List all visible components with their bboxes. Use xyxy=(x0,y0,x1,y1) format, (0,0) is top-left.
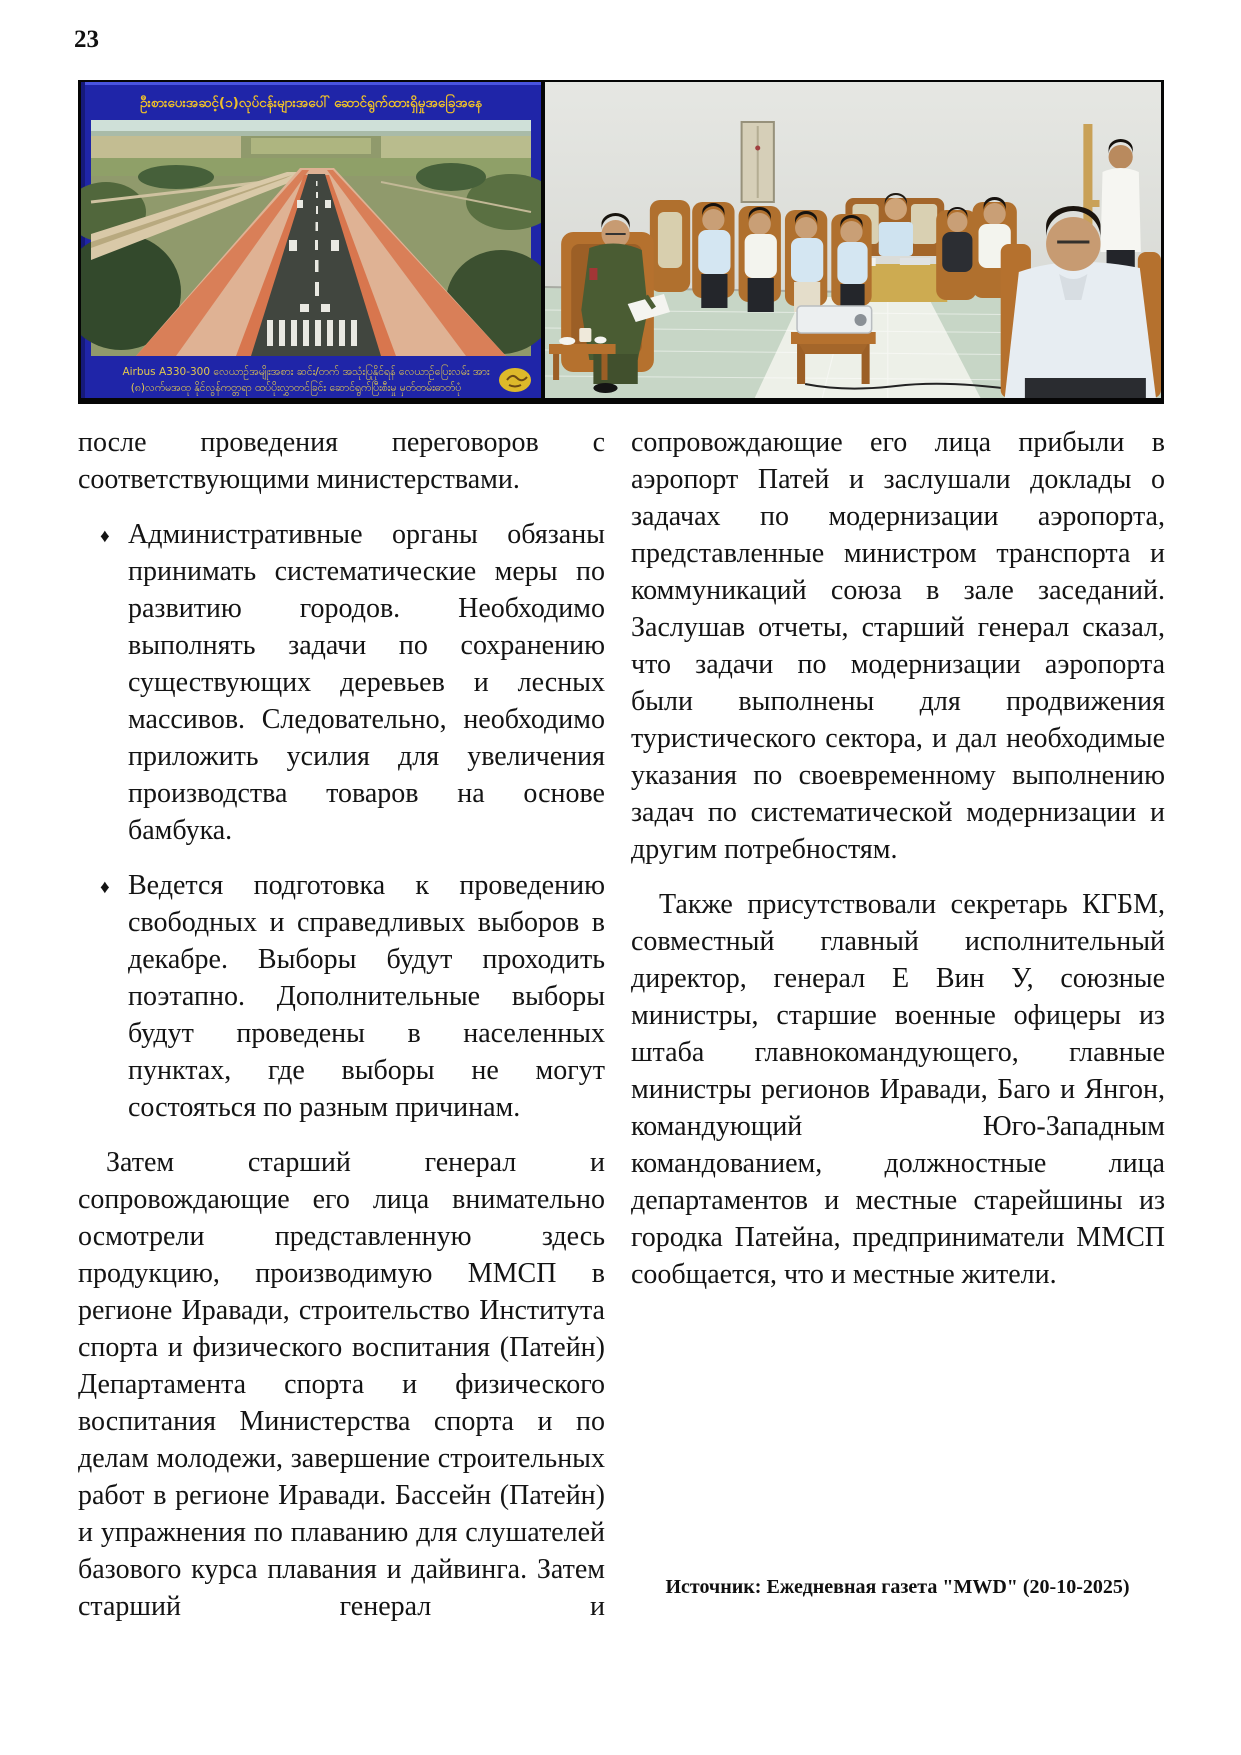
bullet-text: Ведется подготовка к проведению свободных и справедливых выборов в декабре. Выборы будут проходить поэтапно. Дополнительные выборы будут проведены в населенных пунктах, где выборы не могут состояться по разным причинам. xyxy=(128,870,605,1123)
paragraph-continuation: сопровождающие его лица прибыли в аэропорт Патей и заслушали доклады о задачах по модернизации аэропорта, представленные министром транспорта и коммуникаций союза в зале заседаний. Заслушав отчеты, старший генерал сказал, что задачи по модернизации аэропорта были выполнены для продвижения туристического сектора, и дал необходимые указания по своевременному выполнению задач по систематической модернизации и другим потребностям. xyxy=(631,427,1165,865)
page-number: 23 xyxy=(74,26,99,53)
paragraph-continuation: после проведения переговоров с соответствующими министерствами. xyxy=(78,427,605,495)
paragraph: Затем старший генерал и сопровождающие его лица внимательно осмотрели представленную здесь продукцию, производимую ММСП в регионе Иравади, строительство Института спорта и физического воспитания (Патейн) Департамента спорта и физического воспитания Министерства спорта и по делам молодежи, завершение строительных работ в регионе Иравади. Бассейн (Патейн) и упражнения по плаванию для слушателей базового курса плавания и дайвинга. Затем старший генерал и xyxy=(78,1147,605,1622)
figure-slide-runway xyxy=(81,82,541,398)
slide-caption-line1: Airbus A330-300 လေယာဉ်အမျိုးအစား ဆင်း/တက် အသုံးပြုနိုင်ရန် လေယာဉ်ပြေးလမ်း အား xyxy=(122,366,490,378)
aerial-runway-photo xyxy=(81,120,541,356)
article-body xyxy=(78,424,1165,1643)
bullet-item xyxy=(78,516,605,849)
bullet-text: Административные органы обязаны принимать систематические меры по развитию городов. Необходимо выполнять задачи по сохранению существующих деревьев и лесных массивов. Следовательно, необходимо приложить усилия для увеличения производства товаров на основе бамбука. xyxy=(128,519,605,846)
bullet-item xyxy=(78,867,605,1126)
bullet-diamond-icon: ♦ xyxy=(100,877,110,898)
bullet-diamond-icon: ♦ xyxy=(100,526,110,547)
slide-caption-line2: (၈)လက်မအထု နိုင်လွန်ကတ္တရာ ထပ်ပိုးလွှာတင်ခြင်း ဆောင်ရွက်ပြီးစီးမှု မှတ်တမ်းဓာတ်ပုံ xyxy=(130,382,462,394)
paragraph: Также присутствовали секретарь КГБМ, совместный главный исполнительный директор, генерал Е Вин У, союзные министры, старшие военные офицеры из штаба главнокомандующего, главные министры регионов Иравади, Баго и Янгон, командующий Юго-Западным командованием, должностные лица департаментов и местные старейшины из городка Патейна, предприниматели ММСП сообщается, что и местные жители. xyxy=(631,889,1165,1290)
figure-meeting-photo xyxy=(545,82,1161,398)
text-column-right xyxy=(631,424,1165,1643)
slide-logo-emblem xyxy=(499,368,531,392)
armchair-empty xyxy=(650,200,690,292)
source-attribution: Источник: Ежедневная газета "MWD" (20-10-2025) xyxy=(665,1576,1130,1598)
slide-title-burmese: ဦးစားပေးအဆင့်(၁)လုပ်ငန်းများအပေါ် ဆောင်ရွက်ထားရှိမှုအခြေအနေ xyxy=(139,95,483,111)
text-column-left xyxy=(78,424,605,1643)
photo-strip xyxy=(78,80,1164,404)
wall-breaker-box xyxy=(742,122,774,202)
